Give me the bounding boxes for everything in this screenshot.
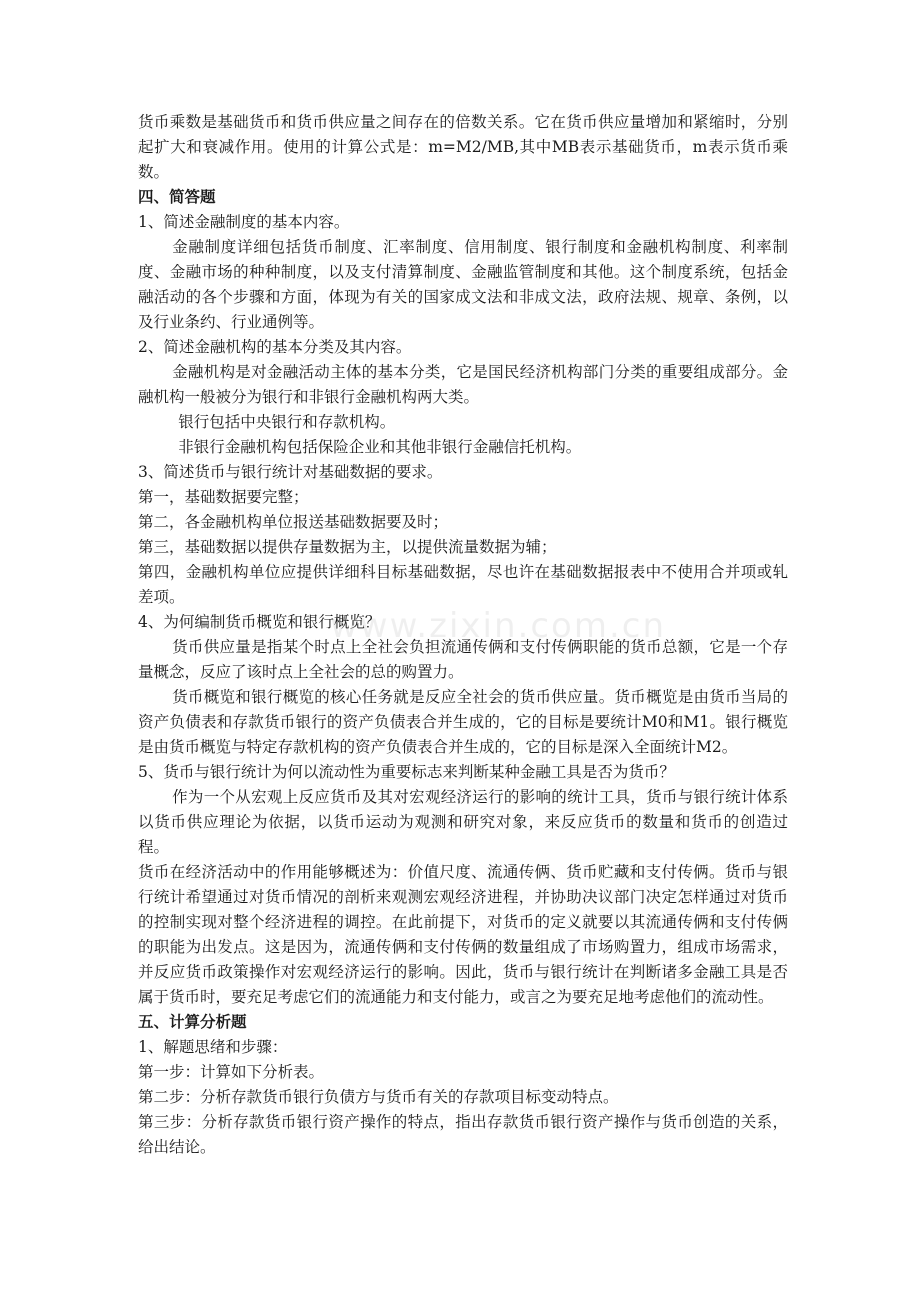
question-5: 5、货币与银行统计为何以流动性为重要标志来判断某种金融工具是否为货币？ — [138, 763, 675, 781]
section-heading-calculation: 五、计算分析题 — [138, 1013, 247, 1031]
answer-4-b: 货币概览和银行概览的核心任务就是反应全社会的货币供应量。货币概览是由货币当局的资产负债表和存款货币银行的资产负债表合并生成的，它的目标是要统计M0和M1。银行概览是由货币概览与特定存款机构的资产负债表合并生成的，它的目标是深入全面统计M2。 — [138, 688, 788, 756]
question-1: 1、简述金融制度的基本内容。 — [138, 213, 350, 231]
calc-step-3: 第三步：分析存款货币银行资产操作的特点，指出存款货币银行资产操作与货币创造的关系，给出结论。 — [138, 1113, 788, 1156]
question-2: 2、简述金融机构的基本分类及其内容。 — [138, 338, 412, 356]
answer-3-fourth: 第四，金融机构单位应提供详细科目标基础数据，尽也许在基础数据报表中不使用合并项或轧差项。 — [138, 563, 788, 606]
answer-2-bank: 银行包括中央银行和存款机构。 — [178, 413, 396, 431]
answer-4-a: 货币供应量是指某个时点上全社会负担流通传俩和支付传俩职能的货币总额，它是一个存量概念，反应了该时点上全社会的总的购置力。 — [138, 638, 788, 681]
answer-5-b: 货币在经济活动中的作用能够概述为：价值尺度、流通传俩、货币贮藏和支付传俩。货币与银行统计希望通过对货币情况的剖析来观测宏观经济进程，并协助决议部门决定怎样通过对货币的控制实现对整个经济进程的调控。在此前提下，对货币的定义就要以其流通传俩和支付传俩的职能为出发点。这是因为，流通传俩和支付传俩的数量组成了市场购置力，组成市场需求，并反应货币政策操作对宏观经济运行的影响。因此，货币与银行统计在判断诸多金融工具是否属于货币时，要充足考虑它们的流通能力和支付能力，或言之为要充足地考虑他们的流动性。 — [138, 863, 788, 1006]
answer-3-first: 第一，基础数据要完整； — [138, 488, 309, 506]
calc-step-2: 第二步：分析存款货币银行负债方与货币有关的存款项目标变动特点。 — [138, 1088, 619, 1106]
answer-2-nonbank: 非银行金融机构包括保险企业和其他非银行金融信托机构。 — [178, 438, 582, 456]
answer-2: 金融机构是对金融活动主体的基本分类，它是国民经济机构部门分类的重要组成部分。金融机构一般被分为银行和非银行金融机构两大类。 — [138, 363, 788, 406]
answer-3-third: 第三，基础数据以提供存量数据为主，以提供流量数据为辅； — [138, 538, 557, 556]
question-4: 4、为何编制货币概览和银行概览？ — [138, 613, 381, 631]
answer-1: 金融制度详细包括货币制度、汇率制度、信用制度、银行制度和金融机构制度、利率制度、金融市场的种种制度，以及支付清算制度、金融监管制度和其他。这个制度系统，包括金融活动的各个步骤和方面，体现为有关的国家成文法和非成文法，政府法规、规章、条例，以及行业条约、行业通例等。 — [138, 238, 788, 331]
paragraph-money-multiplier: 货币乘数是基础货币和货币供应量之间存在的倍数关系。它在货币供应量增加和紧缩时，分别起扩大和衰减作用。使用的计算公式是：m=M2/MB,其中MB表示基础货币，m表示货币乘数。 — [138, 113, 788, 181]
calc-intro: 1、解题思绪和步骤： — [138, 1038, 288, 1056]
calc-step-1: 第一步：计算如下分析表。 — [138, 1063, 325, 1081]
question-3: 3、简述货币与银行统计对基础数据的要求。 — [138, 463, 443, 481]
watermark: www.zixin.com.cn — [330, 606, 666, 646]
answer-3-second: 第二，各金融机构单位报送基础数据要及时； — [138, 513, 449, 531]
answer-5-a: 作为一个从宏观上反应货币及其对宏观经济运行的影响的统计工具，货币与银行统计体系以货币供应理论为依据，以货币运动为观测和研究对象，来反应货币的数量和货币的创造过程。 — [138, 788, 788, 856]
section-heading-short-answer: 四、简答题 — [138, 188, 216, 206]
